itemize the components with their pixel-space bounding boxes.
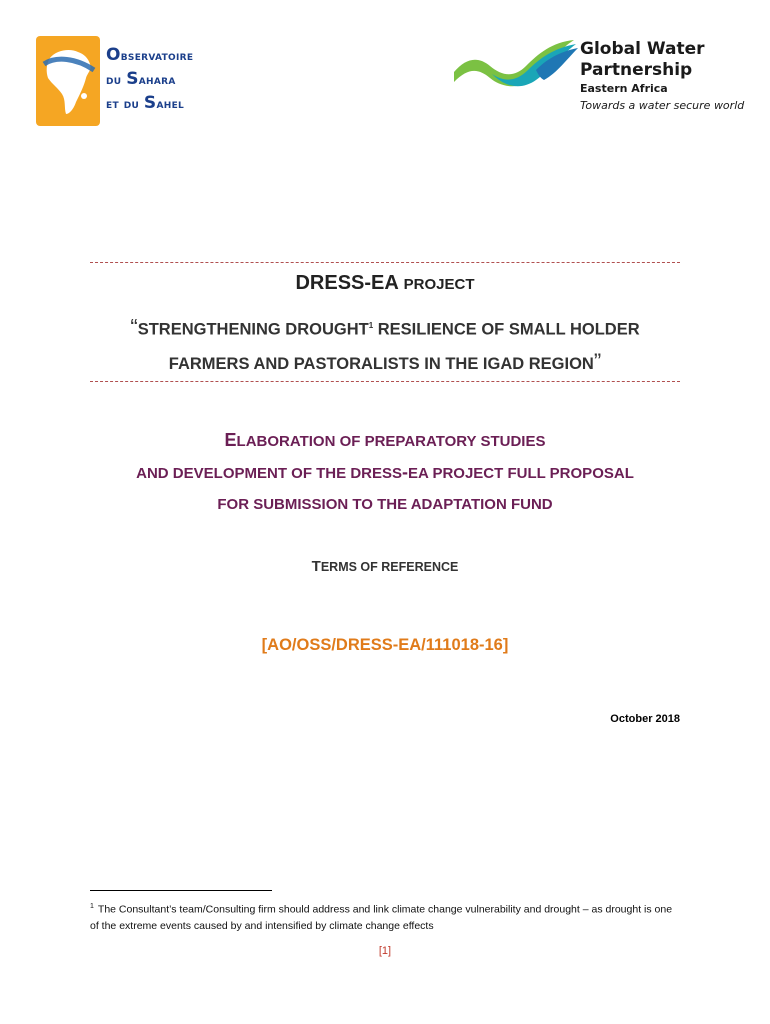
project-title: DRESS-EA PROJECT: [295, 272, 475, 294]
header-logos: [0, 0, 770, 140]
document-date: October 2018: [610, 713, 680, 725]
footnote-separator: [90, 890, 272, 891]
footnote-reference[interactable]: 1: [368, 321, 374, 330]
footnote-mark: 1: [90, 903, 94, 910]
oss-name: Observatoire du Sahara et du Sahel: [106, 45, 194, 113]
elaboration-heading: ELABORATION OF PREPARATORY STUDIES AND DEVELOPMENT OF THE DRESS-EA PROJECT FULL PROPOSAL FOR SUBMISSION TO THE ADAPTATION FUND: [136, 430, 634, 513]
footnote-text: The Consultant’s team/Consulting firm should address and link climate change vulnerability and drought – as drought is one of the extreme events caused by and intensified by climate change effects: [90, 903, 673, 932]
terms-of-reference-heading: TERMS OF REFERENCE: [311, 558, 459, 575]
page-number: [1]: [378, 945, 392, 957]
water-wave-icon: [452, 36, 582, 94]
africa-map-icon: [36, 36, 100, 126]
top-divider: [90, 262, 680, 263]
gwp-name: Global Water Partnership Eastern Africa Towards a water secure world: [580, 39, 745, 112]
reference-number: [AO/OSS/DRESS-EA/111018-16]: [261, 636, 509, 654]
footnote: [90, 899, 680, 934]
gwp-logo: [452, 34, 752, 124]
oss-logo: [36, 36, 236, 128]
project-subtitle: “STRENGTHENING DROUGHT$^1$ RESILIENCE OF SMALL HOLDER FARMERS AND PASTORALISTS IN THE IGAD REGION”: [130, 314, 640, 374]
bottom-divider: [90, 381, 680, 382]
